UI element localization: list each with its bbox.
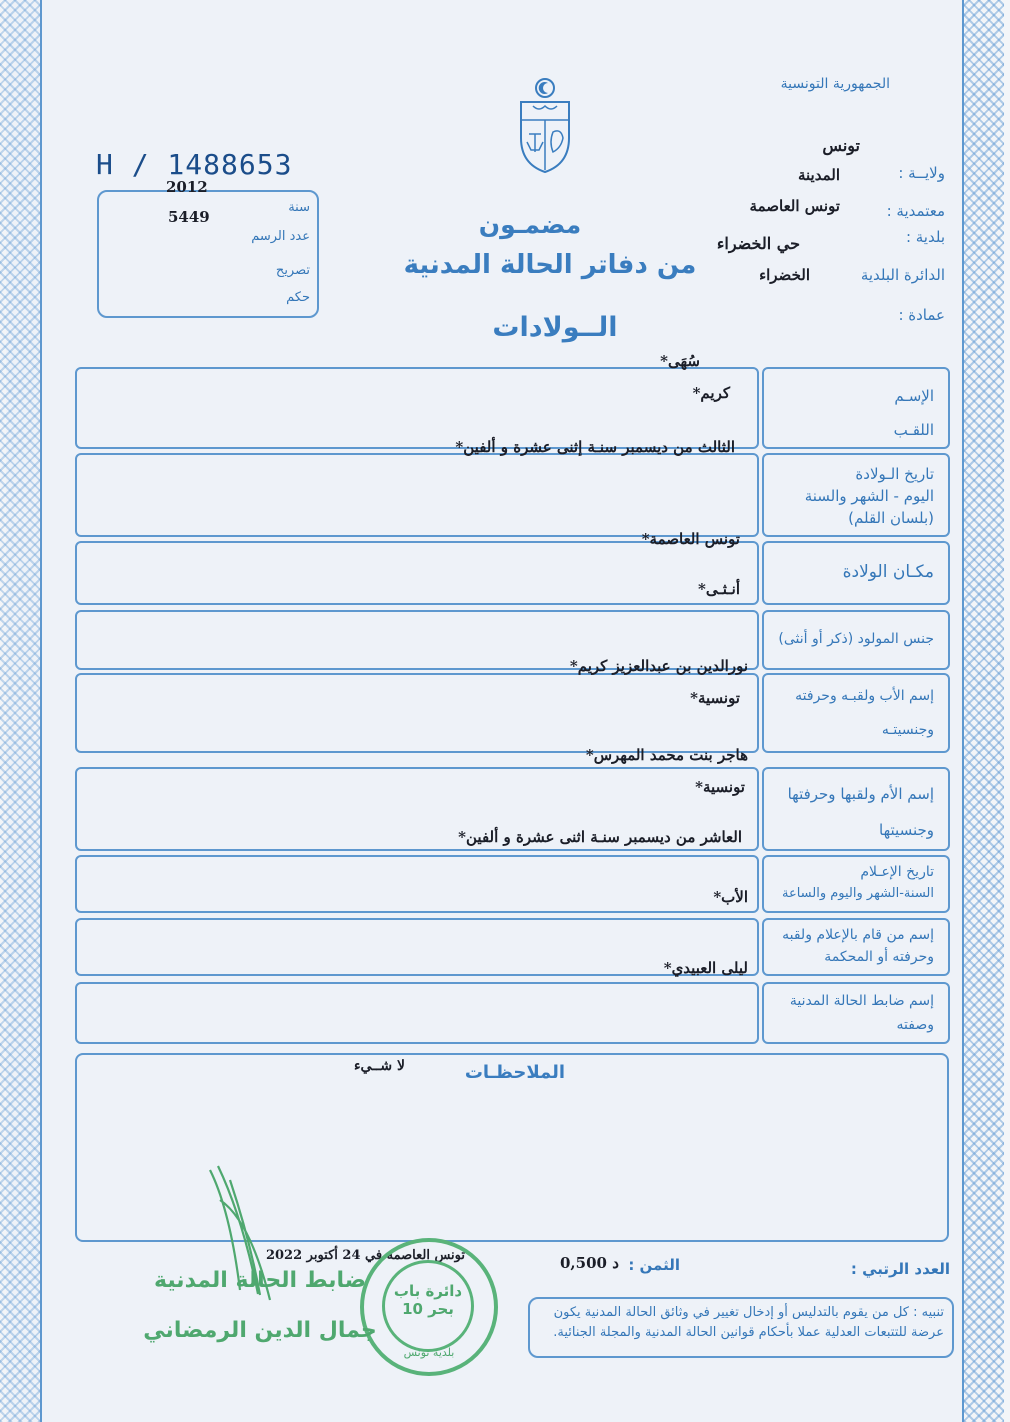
price-value: 0,500 د <box>560 1254 619 1272</box>
wilaya-label: ولايــة : <box>898 164 945 182</box>
register-year-label: سنة <box>288 200 310 215</box>
mother-label-box <box>762 767 950 851</box>
mother-label: إسم الأم ولقبها وحرفتها <box>787 785 934 803</box>
officer-value: ليلى العبيدي* <box>663 959 748 977</box>
register-number-label: عدد الرسم <box>251 229 310 244</box>
birth-date-note: (بلسان القلم) <box>848 509 934 527</box>
mother-nationality-value: تونسية* <box>695 778 745 796</box>
stamp-officer-name: جمال الدين الرمضاني <box>143 1318 377 1343</box>
mootamadia-label: معتمدية : <box>886 202 945 220</box>
register-year-value: 2012 <box>166 178 208 196</box>
municipal-stamp <box>360 1238 498 1376</box>
father-name-value: نورالدين بن عبدالعزيز كريم* <box>569 657 748 675</box>
place-date: تونس العاصمة في 24 أكتوبر 2022 <box>265 1248 465 1263</box>
name-value-box <box>75 367 759 449</box>
officer-label-box <box>762 982 950 1044</box>
surname-value: كريم* <box>692 384 730 402</box>
declaration-label: تصريح <box>275 263 310 278</box>
city-value: تونس <box>822 136 860 155</box>
omada-label: عمادة : <box>898 306 945 324</box>
father-label: إسم الأب ولقبـه وحرفته <box>795 688 934 704</box>
remarks-label: الملاحظـات <box>464 1062 565 1083</box>
declarant-value: الأب* <box>713 888 748 906</box>
name-label: الإسـم <box>894 387 934 405</box>
document-subtitle: من دفاتر الحالة المدنية <box>403 250 697 280</box>
legal-notice-text: تنبيه : كل من يقوم بالتدليس أو إدخال تغيير في وثائق الحالة المدنية يكون عرضة للتتبعات العدلية عملا بأحكام قوانين الحالة المدنية والمجلة الجنائية. <box>553 1305 944 1340</box>
judgment-label: حكم <box>286 290 310 305</box>
declarant-label: إسم من قام بالإعلام ولقبه <box>782 927 934 943</box>
father-label-cont: وجنسيتـه <box>881 722 934 738</box>
sex-value: أنـثـى* <box>697 580 740 598</box>
section-title: الــولادات <box>492 312 618 343</box>
birth-place-value: تونس العاصمة* <box>641 530 740 548</box>
birth-date-label-box <box>762 453 950 537</box>
given-name-value: سُهَى* <box>660 352 700 370</box>
wilaya-value: المدينة <box>797 166 840 184</box>
mootamadia-value: تونس العاصمة <box>749 197 840 215</box>
birth-date-sublabel: اليوم - الشهر والسنة <box>804 487 934 505</box>
guilloche-border-left <box>0 0 42 1422</box>
baladia-label: بلدية : <box>905 228 945 246</box>
declarant-label-cont: وحرفته أو المحكمة <box>824 949 934 965</box>
father-label-box <box>762 673 950 753</box>
officer-label: إسم ضابط الحالة المدنية <box>789 993 934 1009</box>
birth-place-label: مكـان الولادة <box>842 562 934 582</box>
father-nationality-value: تونسية* <box>690 689 740 707</box>
mother-label-cont: وجنسيتها <box>879 821 934 839</box>
register-number-value: 5449 <box>168 208 210 226</box>
declaration-date-label: تاريخ الإعـلام <box>860 864 934 880</box>
document-title: مضمـون <box>478 210 582 239</box>
father-value-box <box>75 673 759 753</box>
name-label-box <box>762 367 950 449</box>
officer-value-box <box>75 982 759 1044</box>
officer-label-cont: وصفته <box>896 1017 934 1033</box>
stamp-officer-title: ضابط الحالة المدنية <box>153 1268 367 1293</box>
declaration-date-label-box <box>762 855 950 913</box>
stamp-text: دائرة باب بحر 10 <box>393 1282 463 1318</box>
mother-name-value: هاجر بنت محمد المهرس* <box>585 746 748 764</box>
guilloche-border-right <box>962 0 1004 1422</box>
surname-label: اللقـب <box>893 421 934 439</box>
serial-label: العدد الرتبي : <box>850 1260 950 1278</box>
declaration-date-sublabel: السنة-الشهر واليوم والساعة <box>781 886 934 901</box>
sex-label: جنس المولود (ذكر أو أنثى) <box>778 631 934 647</box>
declarant-label-box <box>762 918 950 976</box>
birth-place-label-box <box>762 541 950 605</box>
baladia-value: حي الخضراء <box>716 234 800 253</box>
birth-date-label: تاريخ الـولادة <box>855 465 934 483</box>
legal-notice <box>528 1297 954 1358</box>
declaration-date-value: العاشر من ديسمبر سنـة اثنى عشرة و ألفين* <box>458 828 742 846</box>
birth-date-value-box <box>75 453 759 537</box>
serial-number: H / 1488653 <box>96 148 293 181</box>
remarks-value: لا شــيء <box>353 1058 405 1074</box>
coat-of-arms-icon <box>515 76 575 176</box>
price-label: الثمن : <box>628 1256 680 1274</box>
birth-date-value: الثالث من ديسمبر سنـة إثنى عشرة و ألفين* <box>455 438 735 456</box>
stamp-ring-text: بلدية تونس <box>403 1346 455 1359</box>
sex-label-box <box>762 610 950 670</box>
republic-label: الجمهورية التونسية <box>780 76 890 92</box>
daira-label: الدائرة البلدية <box>860 266 945 284</box>
daira-value: الخضراء <box>759 266 810 284</box>
